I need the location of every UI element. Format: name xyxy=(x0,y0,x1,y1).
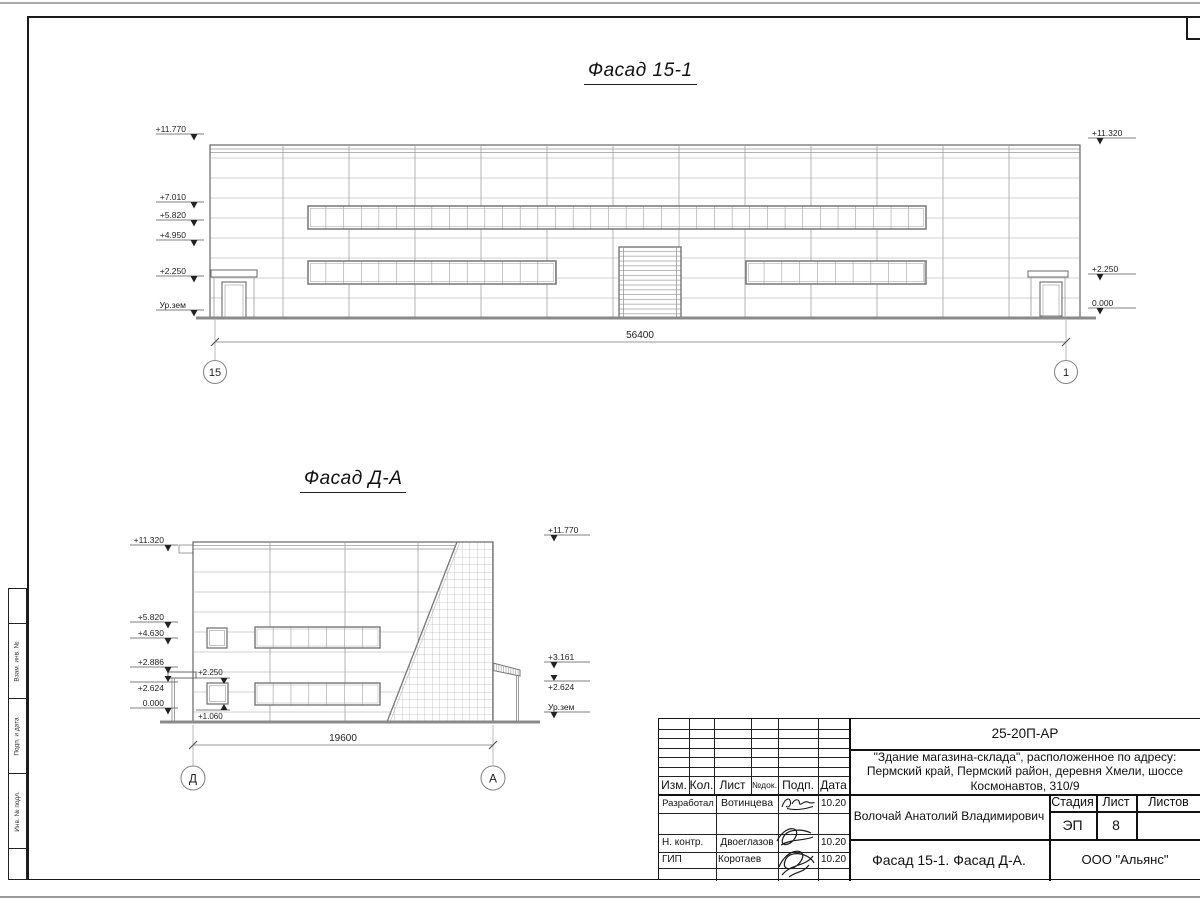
tb-name-0: Вотинцева xyxy=(720,797,774,810)
svg-text:+2.250: +2.250 xyxy=(159,266,186,276)
facade2-chimney xyxy=(179,545,193,553)
tb-col-kol: Кол. xyxy=(689,777,714,792)
svg-text:Ур.зем: Ур.зем xyxy=(159,300,186,310)
tb-doc-code: 25-20П-АР xyxy=(991,725,1059,741)
facade1-sectional-gate xyxy=(619,247,681,318)
side-stamp-cell-empty-bottom xyxy=(9,849,26,879)
tb-stage-label: Стадия xyxy=(1051,795,1094,809)
facade2-title: Фасад Д-А xyxy=(300,468,406,493)
svg-text:+2.250: +2.250 xyxy=(1092,264,1119,274)
svg-text:56400: 56400 xyxy=(626,330,654,341)
svg-text:+2.624: +2.624 xyxy=(137,683,164,693)
svg-text:+11.320: +11.320 xyxy=(133,535,164,545)
tb-description: "Здание магазина-склада", расположенное по адресу: Пермский край, Пермский район, деревня Хмели, шоссе Космонавтов, 310/9 xyxy=(866,749,1184,793)
tb-sheet-label: Лист xyxy=(1102,795,1130,809)
tb-role-1: Н. контр. xyxy=(662,837,704,848)
tb-col-podp: Подп. xyxy=(782,777,814,792)
tb-col-list: Лист xyxy=(719,777,746,792)
facade2-axis-right: А xyxy=(488,771,498,786)
side-stamp-cell-empty-top xyxy=(9,589,26,624)
frame-left xyxy=(27,16,29,880)
facade1-window-band-upper xyxy=(308,206,926,229)
svg-text:+11.770: +11.770 xyxy=(548,525,579,535)
side-stamp-cell-vzam: Взам. инв. № xyxy=(9,624,26,699)
tb-doc-title: Фасад 15-1. Фасад Д-А. xyxy=(872,851,1026,868)
tb-col-ndok: №док. xyxy=(752,779,777,790)
tb-sheet-value: 8 xyxy=(1112,816,1120,833)
svg-text:+5.820: +5.820 xyxy=(137,612,164,622)
facade2-building xyxy=(160,542,540,722)
facade1-axis-right: 1 xyxy=(1062,367,1070,379)
svg-text:Ур.зем: Ур.зем xyxy=(548,702,575,712)
svg-text:+4.950: +4.950 xyxy=(159,230,186,240)
facade2-canopy-right xyxy=(493,663,520,722)
side-stamp xyxy=(8,588,27,880)
svg-text:0.000: 0.000 xyxy=(1092,298,1114,308)
svg-text:+1.060: +1.060 xyxy=(198,712,223,721)
svg-text:+3.161: +3.161 xyxy=(548,652,575,662)
signature-developer xyxy=(778,794,818,813)
svg-text:+4.630: +4.630 xyxy=(137,628,164,638)
facade1-axis-left: 15 xyxy=(208,367,222,379)
side-stamp-cell-inv: Инв. № подл. xyxy=(9,774,26,849)
facade2-dimension xyxy=(181,725,505,790)
tb-person: Волочай Анатолий Владимирович xyxy=(853,809,1045,824)
paper-edge-bottom xyxy=(0,896,1200,898)
tb-col-izm: Изм. xyxy=(661,777,687,792)
tb-date-1: 10.20 xyxy=(820,837,847,848)
signature-control-gip xyxy=(769,821,823,879)
facade2-axis-left: Д xyxy=(188,771,198,786)
tb-name-1: Двоеглазов xyxy=(720,837,774,848)
tb-role-2: ГИП xyxy=(662,854,682,865)
tb-role-0: Разработал xyxy=(662,797,714,809)
corner-stamp-left xyxy=(1186,16,1188,38)
svg-text:+2.250: +2.250 xyxy=(198,668,223,677)
svg-text:+11.320: +11.320 xyxy=(1092,128,1123,138)
side-stamp-cell-podp: Подп. и дата xyxy=(9,699,26,774)
facade2-window-band-lower xyxy=(255,683,380,705)
facade1-marks-right xyxy=(1088,128,1136,315)
svg-text:+5.820: +5.820 xyxy=(159,210,186,220)
facade2-canopy-left xyxy=(168,672,196,722)
tb-sheets-label: Листов xyxy=(1148,795,1189,809)
facade2-window-square-upper xyxy=(207,628,227,648)
svg-text:+11.770: +11.770 xyxy=(155,124,186,134)
facade1-building xyxy=(196,145,1096,318)
tb-col-data: Дата xyxy=(820,777,847,792)
tb-company: ООО "Альянс" xyxy=(1081,852,1169,868)
facade1-window-band-lower-left xyxy=(308,261,556,284)
title-block xyxy=(658,718,1200,880)
svg-text:+2.624: +2.624 xyxy=(548,682,575,692)
paper-edge-top xyxy=(0,2,1200,4)
svg-text:0.000: 0.000 xyxy=(142,698,164,708)
facade1-window-band-lower-right xyxy=(746,261,926,284)
facade1-drawing xyxy=(130,105,1140,395)
facade2-drawing xyxy=(120,495,610,810)
svg-text:+7.010: +7.010 xyxy=(159,192,186,202)
facade2-marks-left xyxy=(130,535,178,715)
facade2-window-band-upper xyxy=(255,627,380,648)
facade2-window-square-lower xyxy=(207,683,228,704)
tb-name-2: Коротаев xyxy=(718,854,762,865)
facade1-dimension xyxy=(204,318,1078,384)
tb-date-2: 10.20 xyxy=(820,854,847,865)
facade1-title: Фасад 15-1 xyxy=(584,60,697,85)
facade1-marks-left xyxy=(156,124,204,317)
frame-top xyxy=(27,16,1200,18)
svg-text:19600: 19600 xyxy=(329,733,357,744)
tb-stage-value: ЭП xyxy=(1062,816,1083,833)
facade2-marks-right xyxy=(544,525,590,719)
svg-text:+2.886: +2.886 xyxy=(137,657,164,667)
tb-date-0: 10.20 xyxy=(820,797,847,809)
corner-stamp-bottom xyxy=(1186,38,1200,40)
